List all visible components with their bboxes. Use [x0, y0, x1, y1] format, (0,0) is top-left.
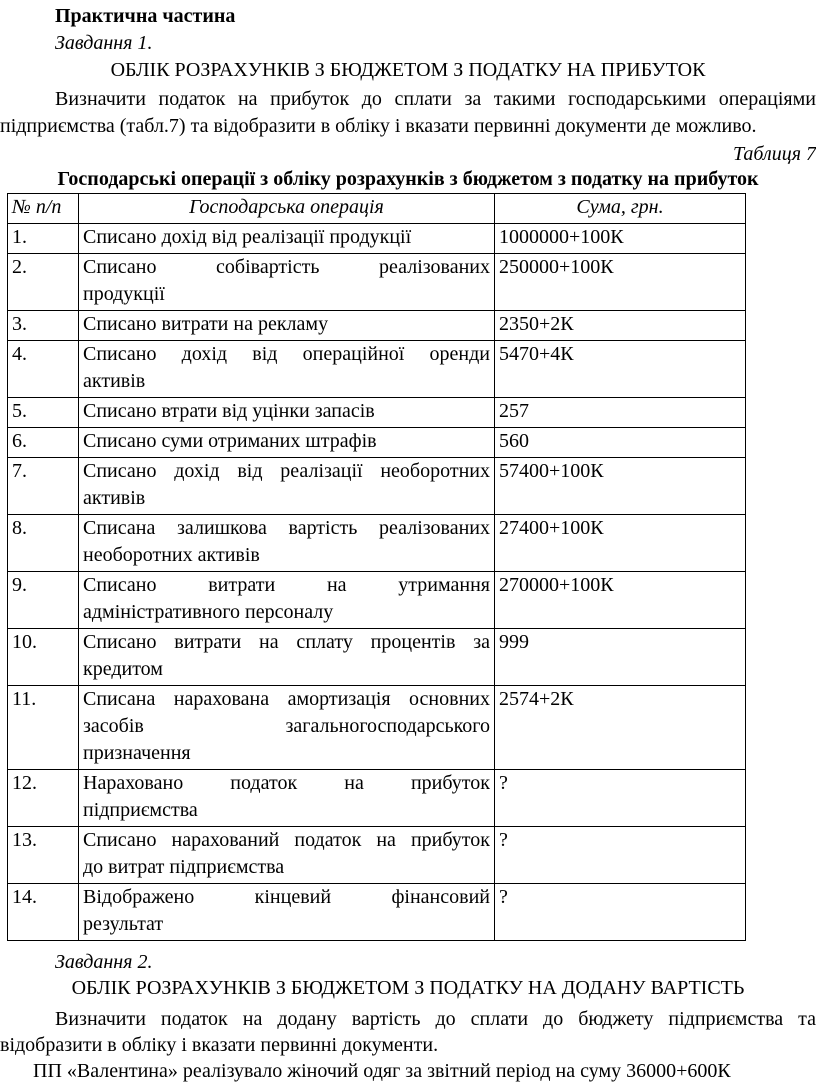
row-operation-line: кредитом [83, 658, 163, 680]
row-operation [79, 224, 495, 254]
header-number: № п/п [8, 194, 79, 224]
table-row [8, 224, 746, 254]
row-operation [79, 827, 495, 884]
table-row [8, 686, 746, 770]
table-row [8, 341, 746, 398]
row-sum: ? [495, 770, 746, 827]
row-operation-line: результат [83, 913, 164, 935]
table-row [8, 629, 746, 686]
row-sum: 1000000+100К [495, 224, 746, 254]
section-heading: Практична частина [55, 5, 236, 27]
task1-title: ОБЛІК РОЗРАХУНКІВ З БЮДЖЕТОМ З ПОДАТКУ НА ПРИБУТОК [110, 59, 706, 81]
row-operation-line: засобів загальногосподарського [83, 715, 490, 737]
row-sum: 2574+2К [495, 686, 746, 770]
row-operation-line: Списана залишкова вартість реалізованих [83, 517, 490, 539]
row-operation-line: активів [83, 370, 146, 392]
task1-paragraph-line1: Визначити податок на прибуток до сплати за такими господарськими операціями [55, 88, 816, 110]
row-number: 11. [8, 686, 79, 770]
table-title: Господарські операції з обліку розрахунків з бюджетом з податку на прибуток [57, 168, 759, 190]
task2-title: ОБЛІК РОЗРАХУНКІВ З БЮДЖЕТОМ З ПОДАТКУ НА ДОДАНУ ВАРТІСТЬ [71, 977, 745, 999]
row-number: 1. [8, 224, 79, 254]
row-sum: 5470+4К [495, 341, 746, 398]
row-number: 5. [8, 398, 79, 428]
row-number: 8. [8, 515, 79, 572]
row-operation [79, 884, 495, 941]
row-number: 4. [8, 341, 79, 398]
row-sum: ? [495, 884, 746, 941]
task2-paragraph-line2: відобразити в обліку і вказати первинні документи. [0, 1034, 439, 1056]
row-number: 7. [8, 458, 79, 515]
row-number: 14. [8, 884, 79, 941]
row-sum: 560 [495, 428, 746, 458]
row-operation [79, 428, 495, 458]
row-operation-line: Списана нарахована амортизація основних [83, 688, 490, 710]
operations-table [7, 193, 746, 941]
row-sum: 250000+100К [495, 254, 746, 311]
row-number: 6. [8, 428, 79, 458]
header-operation: Господарська операція [79, 194, 495, 224]
table-row [8, 770, 746, 827]
row-operation-line: призначення [83, 742, 191, 764]
row-operation [79, 770, 495, 827]
table-header-row [8, 194, 746, 224]
row-operation-line: Списано витрати на сплату процентів за [83, 631, 490, 653]
table-row [8, 254, 746, 311]
row-operation-line: підприємства [83, 799, 198, 821]
row-sum: 57400+100К [495, 458, 746, 515]
row-sum: 270000+100К [495, 572, 746, 629]
row-operation-line: Списано собівартість реалізованих [83, 256, 490, 278]
row-operation-line: продукції [83, 283, 165, 305]
row-operation [79, 629, 495, 686]
row-number: 13. [8, 827, 79, 884]
row-sum: 27400+100К [495, 515, 746, 572]
row-number: 2. [8, 254, 79, 311]
row-operation-line: Списано втрати від уцінки запасів [83, 400, 375, 422]
row-operation [79, 398, 495, 428]
row-operation-line: Списано нарахований податок на прибуток [83, 829, 490, 851]
header-sum: Сума, грн. [495, 194, 746, 224]
task2-paragraph2-line1: ПП «Валентина» реалізувало жіночий одяг за звітний період на суму 36000+600К [33, 1060, 731, 1082]
table-row [8, 884, 746, 941]
row-number: 3. [8, 311, 79, 341]
task2-label: Завдання 2. [55, 951, 153, 973]
row-operation-line: до витрат підприємства [83, 856, 285, 878]
row-operation-line: Відображено кінцевий фінансовий [83, 886, 490, 908]
row-sum: 257 [495, 398, 746, 428]
row-operation [79, 686, 495, 770]
row-operation [79, 311, 495, 341]
row-operation-line: Списано дохід від реалізації необоротних [83, 460, 490, 482]
table-row [8, 458, 746, 515]
table-row [8, 311, 746, 341]
row-operation-line: необоротних активів [83, 544, 260, 566]
row-operation-line: активів [83, 487, 146, 509]
row-operation-line: Списано дохід від реалізації продукції [83, 226, 412, 248]
row-number: 9. [8, 572, 79, 629]
table-label: Таблиця 7 [733, 143, 816, 165]
task2-paragraph-line1: Визначити податок на додану вартість до сплати до бюджету підприємства та [55, 1008, 816, 1030]
row-operation [79, 341, 495, 398]
row-number: 10. [8, 629, 79, 686]
row-operation [79, 254, 495, 311]
row-operation-line: Списано дохід від операційної оренди [83, 343, 490, 365]
row-operation-line: Нараховано податок на прибуток [83, 772, 490, 794]
task1-paragraph-line2: підприємства (табл.7) та відобразити в обліку і вказати первинні документи де можливо. [0, 115, 757, 137]
row-sum: ? [495, 827, 746, 884]
table-row [8, 827, 746, 884]
row-operation-line: Списано витрати на рекламу [83, 313, 329, 335]
row-operation-line: Списано витрати на утримання [83, 574, 490, 596]
row-operation [79, 572, 495, 629]
row-operation [79, 515, 495, 572]
table-row [8, 398, 746, 428]
row-operation-line: адміністративного персоналу [83, 601, 334, 623]
table-body [8, 224, 746, 941]
row-operation-line: Списано суми отриманих штрафів [83, 430, 377, 452]
task1-label: Завдання 1. [55, 32, 153, 54]
table-row [8, 515, 746, 572]
table-row [8, 572, 746, 629]
row-operation [79, 458, 495, 515]
row-sum: 2350+2К [495, 311, 746, 341]
table-row [8, 428, 746, 458]
row-number: 12. [8, 770, 79, 827]
row-sum: 999 [495, 629, 746, 686]
